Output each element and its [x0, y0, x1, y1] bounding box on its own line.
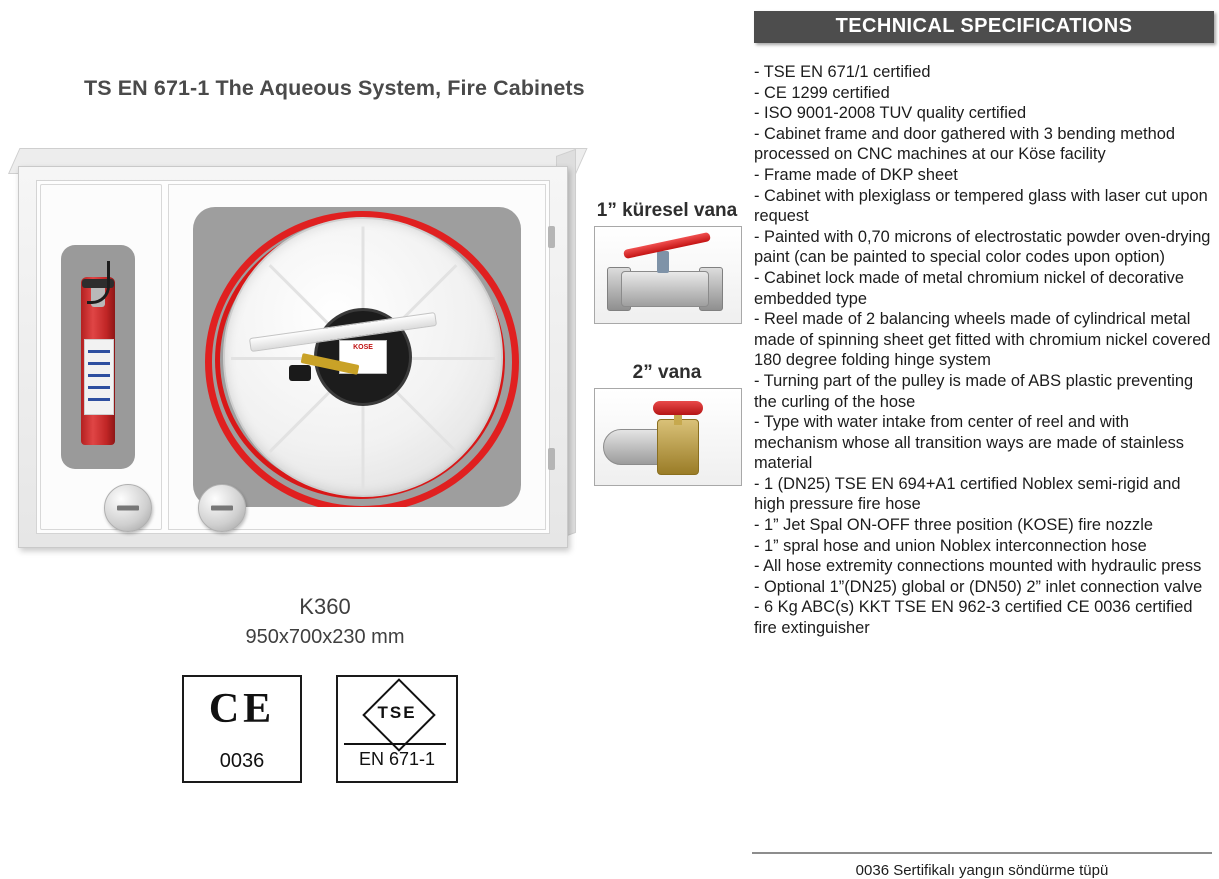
ce-number-text: 0036 — [219, 750, 265, 772]
valve-caption-ball: 1” küresel vana — [596, 200, 738, 221]
list-item: - Cabinet frame and door gathered with 3 bending method processed on CNC machines at our Köse facility — [754, 124, 1175, 164]
cabinet-lock-right — [198, 484, 246, 532]
extinguisher-label — [84, 339, 114, 415]
list-item: - ISO 9001-2008 TUV quality certified — [754, 104, 1027, 123]
valve-caption-gate: 2” vana — [632, 362, 702, 383]
list-item: - TSE EN 671/1 certified — [754, 63, 931, 81]
tse-mark-text: TSE — [377, 703, 417, 722]
list-item: - Reel made of 2 balancing wheels made of cylindrical metal made of spinning sheet get fitted with chromium nickel covered 180 degree folding hinge system — [754, 310, 1211, 370]
tse-certificate-badge — [336, 675, 458, 783]
tse-diamond-icon — [349, 687, 445, 739]
door-right-glass — [193, 207, 521, 507]
list-item: - Turning part of the pulley is made of ABS plastic preventing the curling of the hose — [754, 371, 1194, 411]
gate-valve-icon — [594, 388, 742, 486]
footer-divider — [752, 852, 1212, 854]
reel-brand-label: KOSE — [339, 340, 387, 374]
specifications-header-bar — [754, 11, 1214, 43]
hose-nozzle-grip — [289, 365, 311, 381]
door-left-glass — [61, 245, 135, 469]
list-item: - All hose extremity connections mounted with hydraulic press — [754, 557, 1202, 576]
specifications-items — [754, 62, 1216, 639]
fire-cabinet-illustration — [8, 148, 574, 560]
list-item: - Type with water intake from center of reel and with mechanism whose all transition ways are made of stainless material — [754, 413, 1184, 473]
model-dimensions: 950x700x230 mm — [245, 626, 405, 648]
list-item: - 1” spral hose and union Noblex interconnection hose — [754, 536, 1147, 555]
page-title: TS EN 671-1 The Aqueous System, Fire Cabinets — [84, 76, 585, 100]
ce-mark-text: CE — [208, 686, 276, 732]
specifications-panel — [745, 0, 1219, 875]
tse-standard-text: EN 671-1 — [358, 749, 436, 769]
specifications-list — [754, 62, 1216, 639]
list-item: - CE 1299 certified — [754, 83, 890, 102]
specifications-header-title: TECHNICAL SPECIFICATIONS — [835, 15, 1133, 37]
cabinet-hinge-bottom — [548, 448, 555, 470]
tse-divider — [344, 743, 446, 745]
cabinet-lock-left — [104, 484, 152, 532]
list-item: - Cabinet with plexiglass or tempered glass with laser cut upon request — [754, 186, 1208, 226]
list-item: - 1 (DN25) TSE EN 694+A1 certified Noblex semi-rigid and high pressure fire hose — [754, 474, 1181, 514]
footer-note: 0036 Sertifikalı yangın söndürme tüpü — [855, 862, 1109, 879]
list-item: - 6 Kg ABC(s) KKT TSE EN 962-3 certified CE 0036 certified fire extinguisher — [754, 598, 1193, 638]
list-item: - Cabinet lock made of metal chromium nickel of decorative embedded type — [754, 268, 1184, 308]
list-item: - 1” Jet Spal ON-OFF three position (KOSE) fire nozzle — [754, 516, 1153, 535]
ce-certificate-badge — [182, 675, 302, 783]
ball-valve-icon — [594, 226, 742, 324]
cabinet-door-left — [40, 184, 162, 530]
cabinet-door-right — [168, 184, 546, 530]
list-item: - Painted with 0,70 microns of electrostatic powder oven-drying paint (can be painted to special color codes upon option) — [754, 227, 1211, 267]
cabinet-hinge-top — [548, 226, 555, 248]
list-item: - Frame made of DKP sheet — [754, 165, 958, 184]
model-name: K360 — [299, 594, 351, 619]
hose-reel — [223, 217, 503, 497]
list-item: - Optional 1”(DN25) global or (DN50) 2” inlet connection valve — [754, 577, 1203, 596]
